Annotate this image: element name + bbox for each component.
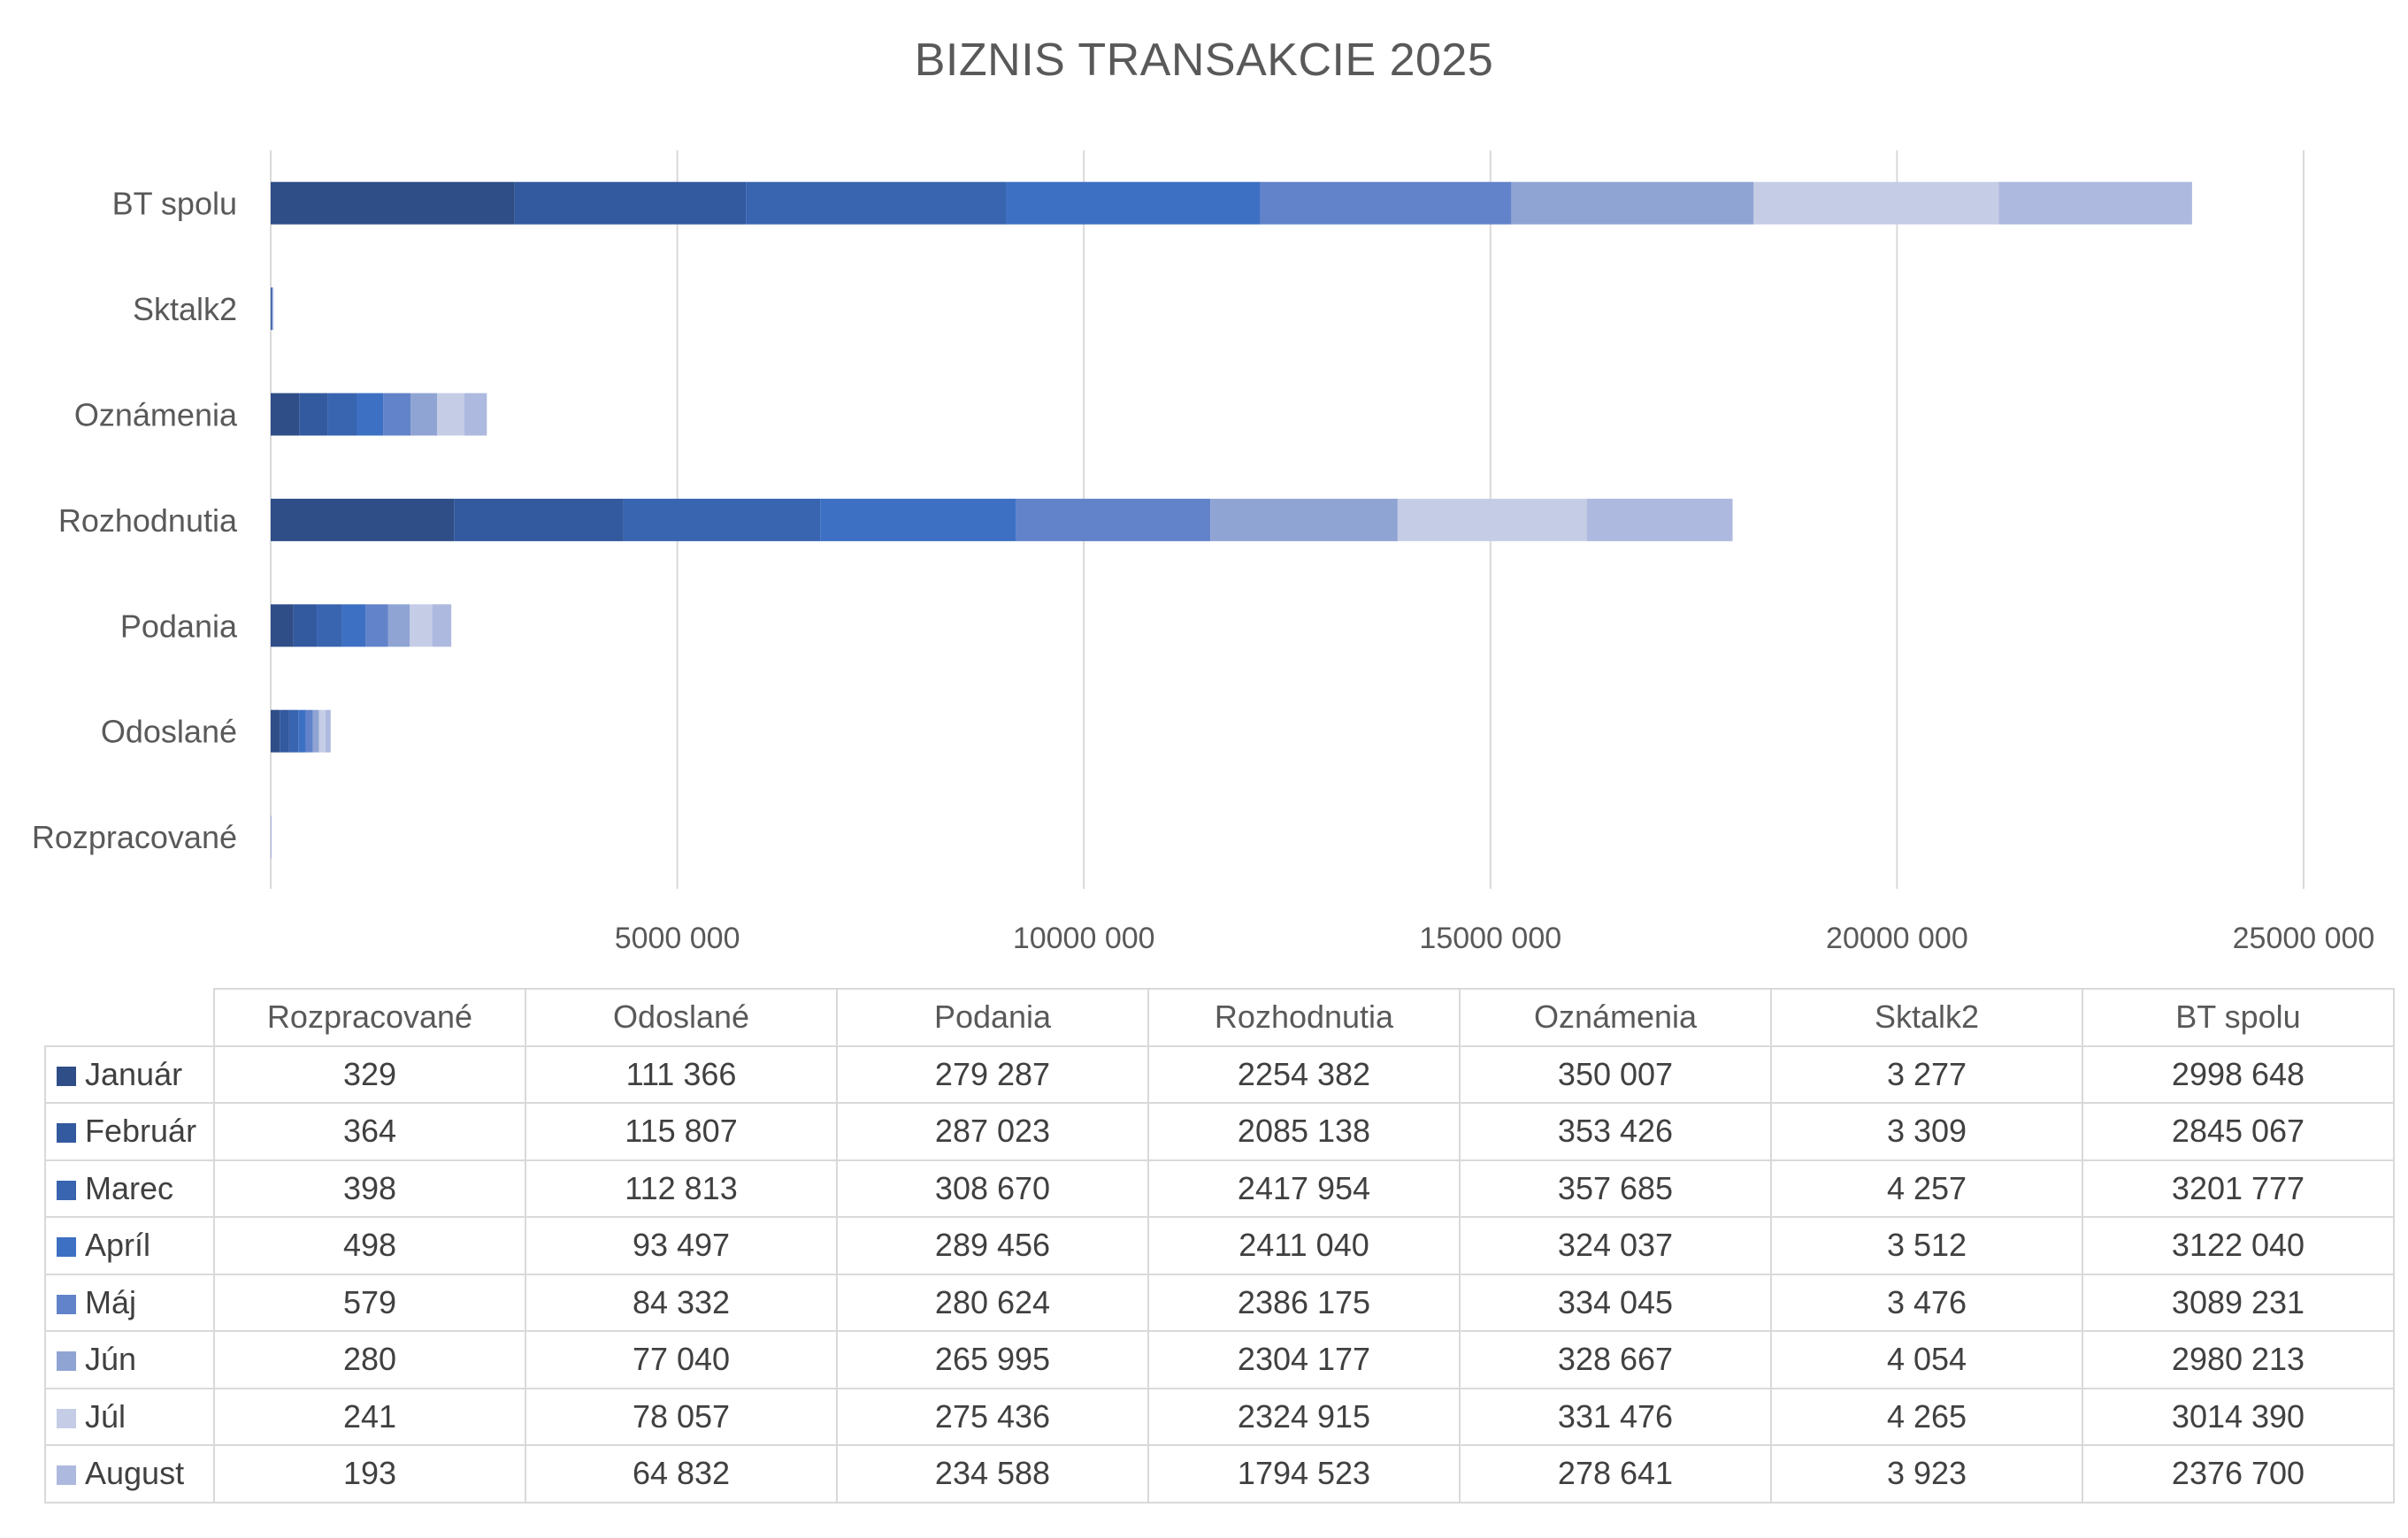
table-cell: 331 476	[1460, 1389, 1771, 1446]
table-cell: 353 426	[1460, 1103, 1771, 1160]
legend-label: Január	[85, 1055, 183, 1092]
bar-segment	[820, 499, 1016, 541]
table-cell: 3 309	[1771, 1103, 2082, 1160]
table-cell: 328 667	[1460, 1331, 1771, 1389]
legend-swatch	[57, 1295, 76, 1314]
bar-segment	[410, 394, 437, 436]
bar-segment	[272, 287, 273, 330]
x-tick-label: 25000 000	[2232, 922, 2375, 955]
table-cell: 77 040	[525, 1331, 837, 1389]
legend-swatch	[57, 1409, 76, 1428]
table-cell: 350 007	[1460, 1046, 1771, 1104]
bar-segment	[1511, 182, 1753, 225]
bar-segment	[271, 815, 272, 858]
bar-segment	[299, 394, 327, 436]
category-label: Odoslané	[100, 713, 237, 750]
bar-segment	[1260, 182, 1511, 225]
table-cell: 579	[214, 1274, 525, 1332]
table-cell: 64 832	[525, 1445, 837, 1503]
table-cell: 324 037	[1460, 1217, 1771, 1274]
table-cell: 279 287	[837, 1046, 1148, 1104]
bar-segment	[1016, 499, 1210, 541]
table-cell: 334 045	[1460, 1274, 1771, 1332]
x-tick-label: 10000 000	[1012, 922, 1155, 955]
table-row	[45, 1445, 2394, 1503]
legend-label: Júl	[85, 1397, 127, 1435]
table-column-header: Sktalk2	[1771, 989, 2082, 1046]
table-row	[45, 1160, 2394, 1218]
bar-segment	[271, 604, 294, 647]
table-cell: 398	[214, 1160, 525, 1218]
legend-swatch	[57, 1237, 76, 1257]
table-cell: 265 995	[837, 1331, 1148, 1389]
legend-label: Apríl	[85, 1227, 151, 1264]
legend-swatch	[57, 1465, 76, 1485]
legend-label: Máj	[85, 1283, 137, 1320]
table-cell: 2376 700	[2082, 1445, 2394, 1503]
table-cell: 3 512	[1771, 1217, 2082, 1274]
legend-entry	[45, 1445, 214, 1503]
table-column-header: Odoslané	[525, 989, 837, 1046]
table-cell: 498	[214, 1217, 525, 1274]
bar-segment	[317, 604, 341, 647]
legend-swatch	[57, 1123, 76, 1143]
table-cell: 3014 390	[2082, 1389, 2394, 1446]
bar-segment	[410, 604, 432, 647]
bar-segment	[433, 604, 452, 647]
table-cell: 3 923	[1771, 1445, 2082, 1503]
bar-segment	[1998, 182, 2191, 225]
category-labels	[32, 186, 238, 855]
category-label: BT spolu	[111, 185, 237, 222]
legend-swatch	[57, 1181, 76, 1200]
bar-segment	[341, 604, 365, 647]
table-cell: 234 588	[837, 1445, 1148, 1503]
legend-entry	[45, 1331, 214, 1389]
table-cell: 4 257	[1771, 1160, 2082, 1218]
table-cell: 2324 915	[1148, 1389, 1460, 1446]
table-cell: 308 670	[837, 1160, 1148, 1218]
table-cell: 84 332	[525, 1274, 837, 1332]
bar-segment	[1587, 499, 1733, 541]
table-body	[45, 1046, 2394, 1503]
table-cell: 357 685	[1460, 1160, 1771, 1218]
bar-segment	[319, 710, 326, 753]
bar-segment	[306, 710, 313, 753]
table-cell: 275 436	[837, 1389, 1148, 1446]
table-column-header: Rozpracované	[214, 989, 525, 1046]
table-cell: 2417 954	[1148, 1160, 1460, 1218]
legend-entry	[45, 1274, 214, 1332]
legend-entry	[45, 1217, 214, 1274]
table-row	[45, 1274, 2394, 1332]
bar-segment	[271, 182, 515, 225]
bar-segment	[1006, 182, 1260, 225]
bar-segments	[271, 182, 2192, 858]
table-cell: 78 057	[525, 1389, 837, 1446]
table-cell: 93 497	[525, 1217, 837, 1274]
table-row	[45, 1331, 2394, 1389]
table-cell: 1794 523	[1148, 1445, 1460, 1503]
legend-swatch	[57, 1351, 76, 1371]
legend-label: Jún	[85, 1341, 137, 1378]
chart-title: BIZNIS TRANSAKCIE 2025	[914, 34, 1494, 86]
bar-segment	[298, 710, 306, 753]
table-cell: 289 456	[837, 1217, 1148, 1274]
bar-segment	[746, 182, 1006, 225]
x-tick-label: 20000 000	[1826, 922, 1968, 955]
table-cell: 4 265	[1771, 1389, 2082, 1446]
bar-segment	[383, 394, 410, 436]
legend-entry	[45, 1160, 214, 1218]
legend-label: August	[85, 1455, 185, 1492]
x-tick-label: 5000 000	[614, 922, 740, 955]
table-column-header: BT spolu	[2082, 989, 2394, 1046]
table-cell: 112 813	[525, 1160, 837, 1218]
bar-segment	[388, 604, 410, 647]
bar-segment	[624, 499, 820, 541]
table-cell: 3 277	[1771, 1046, 2082, 1104]
bar-segment	[294, 604, 317, 647]
bar-segment	[271, 394, 299, 436]
bar-segment	[1753, 182, 1998, 225]
bar-segment	[515, 182, 747, 225]
legend-entry	[45, 1103, 214, 1160]
table-cell: 115 807	[525, 1103, 837, 1160]
table-row	[45, 1217, 2394, 1274]
table-row	[45, 1046, 2394, 1104]
table-cell: 2386 175	[1148, 1274, 1460, 1332]
legend-swatch	[57, 1067, 76, 1086]
table-row	[45, 1389, 2394, 1446]
table-cell: 278 641	[1460, 1445, 1771, 1503]
bar-segment	[365, 604, 388, 647]
data-table	[44, 988, 2395, 1504]
table-cell: 364	[214, 1103, 525, 1160]
table-cell: 3 476	[1771, 1274, 2082, 1332]
bar-segment	[1210, 499, 1398, 541]
table-column-header: Podania	[837, 989, 1148, 1046]
category-label: Sktalk2	[132, 291, 237, 328]
legend-entry	[45, 1389, 214, 1446]
legend-label: Február	[85, 1113, 197, 1150]
table-cell: 2254 382	[1148, 1046, 1460, 1104]
table-cell: 4 054	[1771, 1331, 2082, 1389]
table-cell: 2085 138	[1148, 1103, 1460, 1160]
table-cell: 287 023	[837, 1103, 1148, 1160]
legend-label: Marec	[85, 1169, 174, 1206]
bar-segment	[357, 394, 384, 436]
bar-segment	[464, 394, 487, 436]
bar-segment	[328, 394, 357, 436]
table-cell: 241	[214, 1389, 525, 1446]
bar-segment	[326, 710, 331, 753]
table-cell: 280 624	[837, 1274, 1148, 1332]
x-tick-label: 15000 000	[1419, 922, 1562, 955]
table-cell: 3122 040	[2082, 1217, 2394, 1274]
table-row	[45, 1103, 2394, 1160]
category-label: Oznámenia	[73, 396, 237, 433]
category-label: Rozhodnutia	[58, 501, 237, 539]
bar-segment	[437, 394, 464, 436]
table-cell: 2845 067	[2082, 1103, 2394, 1160]
bar-segment	[1398, 499, 1587, 541]
table-cell: 193	[214, 1445, 525, 1503]
bar-segment	[454, 499, 624, 541]
table-column-header: Rozhodnutia	[1148, 989, 1460, 1046]
bar-segment	[313, 710, 319, 753]
table-cell: 3201 777	[2082, 1160, 2394, 1218]
x-axis-ticks	[615, 922, 2375, 955]
table-corner	[45, 989, 214, 1046]
table-cell: 3089 231	[2082, 1274, 2394, 1332]
legend-entry	[45, 1046, 214, 1104]
category-label: Podania	[119, 608, 237, 645]
table-cell: 280	[214, 1331, 525, 1389]
table-cell: 2304 177	[1148, 1331, 1460, 1389]
table-cell: 329	[214, 1046, 525, 1104]
table-cell: 2980 213	[2082, 1331, 2394, 1389]
bar-segment	[271, 499, 454, 541]
table-column-header: Oznámenia	[1460, 989, 1771, 1046]
table-cell: 2411 040	[1148, 1217, 1460, 1274]
table-header-row	[45, 989, 2394, 1046]
bar-segment	[289, 710, 298, 753]
table-cell: 111 366	[525, 1046, 837, 1104]
table-cell: 2998 648	[2082, 1046, 2394, 1104]
bar-segment	[271, 710, 280, 753]
bar-segment	[280, 710, 289, 753]
category-label: Rozpracované	[31, 819, 237, 856]
